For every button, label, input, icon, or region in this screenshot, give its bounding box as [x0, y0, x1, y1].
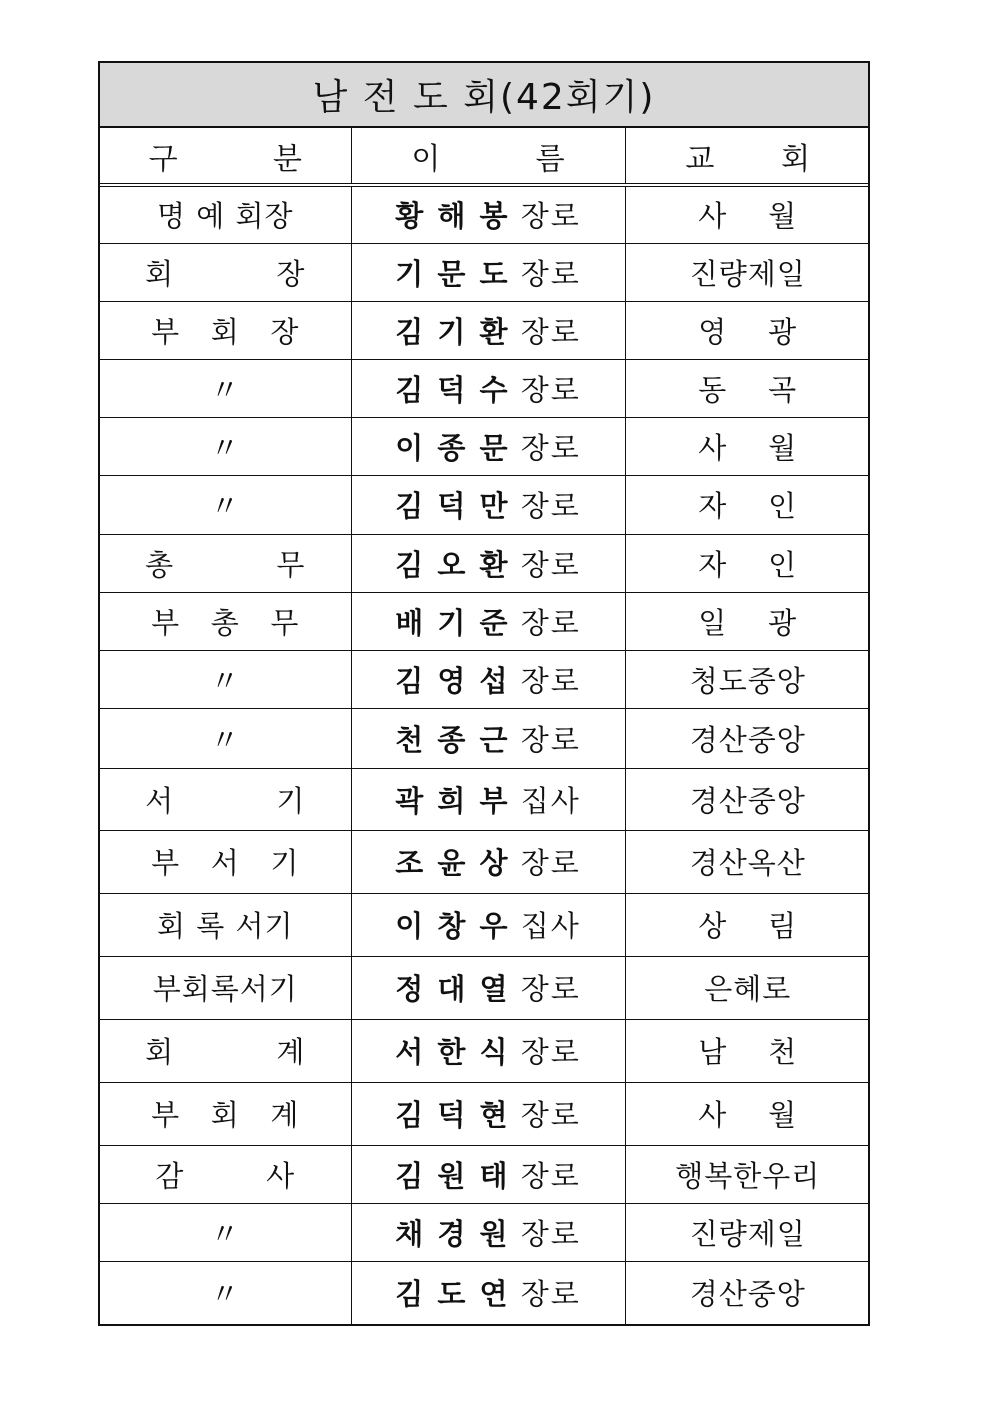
table-row [100, 534, 870, 592]
person-name: 김 덕 수 [395, 372, 510, 407]
table-row [100, 830, 870, 893]
table-row [100, 650, 870, 708]
person-name: 김 덕 현 [395, 1098, 510, 1132]
name-cell [351, 650, 625, 708]
role-cell: 〃 [100, 650, 351, 708]
person-name: 천 종 근 [395, 722, 510, 757]
name-cell [351, 1019, 625, 1082]
officer-table [100, 128, 870, 1324]
person-title: 장로 [509, 314, 581, 349]
name-cell [351, 768, 625, 830]
person-name: 채 경 원 [395, 1216, 510, 1251]
header-church: 교 회 [625, 128, 870, 185]
person-name: 황 해 봉 [395, 199, 510, 234]
table-row [100, 592, 870, 650]
name-cell [351, 243, 625, 301]
person-title: 장로 [509, 1277, 581, 1312]
person-title: 장로 [509, 1035, 581, 1069]
role-cell: 〃 [100, 708, 351, 768]
church-cell: 경산옥산 [625, 830, 870, 893]
person-name: 김 덕 만 [395, 489, 510, 523]
name-cell [351, 956, 625, 1019]
role-cell: 서 기 [100, 768, 351, 830]
table-row [100, 185, 870, 243]
person-name: 곽 희 부 [395, 783, 510, 818]
name-cell [351, 1082, 625, 1145]
table-row [100, 1082, 870, 1145]
person-title: 장로 [509, 547, 581, 582]
person-title: 장로 [509, 256, 581, 291]
person-name: 김 오 환 [395, 547, 510, 582]
roster-title: 남 전 도 회(42회기) [100, 63, 868, 128]
role-cell: 〃 [100, 359, 351, 417]
person-title: 장로 [509, 605, 581, 640]
person-name: 정 대 열 [395, 972, 510, 1006]
officer-roster-sheet [98, 61, 870, 1326]
person-name: 서 한 식 [395, 1035, 510, 1069]
church-cell: 은혜로 [625, 956, 870, 1019]
church-cell: 동 곡 [625, 359, 870, 417]
person-title: 장로 [509, 430, 581, 465]
person-name: 배 기 준 [395, 605, 510, 640]
name-cell [351, 893, 625, 956]
header-name: 이 름 [351, 128, 625, 185]
person-name: 김 도 연 [395, 1277, 510, 1312]
table-row [100, 768, 870, 830]
church-cell: 경산중앙 [625, 708, 870, 768]
church-cell: 남 천 [625, 1019, 870, 1082]
church-cell: 사 월 [625, 185, 870, 243]
person-title: 집사 [509, 783, 581, 818]
role-cell: 회 록 서기 [100, 893, 351, 956]
church-cell: 일 광 [625, 592, 870, 650]
table-row [100, 417, 870, 475]
role-cell: 부 회 장 [100, 301, 351, 359]
church-cell: 경산중앙 [625, 768, 870, 830]
person-name: 이 종 문 [395, 430, 510, 465]
person-title: 장로 [509, 972, 581, 1006]
table-row [100, 893, 870, 956]
person-title: 장로 [509, 1098, 581, 1132]
person-name: 이 창 우 [395, 909, 510, 943]
role-cell: 〃 [100, 1203, 351, 1261]
church-cell: 자 인 [625, 534, 870, 592]
name-cell [351, 359, 625, 417]
role-cell: 총 무 [100, 534, 351, 592]
table-row [100, 359, 870, 417]
church-cell: 자 인 [625, 475, 870, 534]
role-cell: 명 예 회장 [100, 185, 351, 243]
role-cell: 〃 [100, 1261, 351, 1324]
person-title: 장로 [509, 1158, 581, 1193]
name-cell [351, 185, 625, 243]
name-cell [351, 475, 625, 534]
table-row [100, 475, 870, 534]
person-name: 김 원 태 [395, 1158, 510, 1193]
name-cell [351, 417, 625, 475]
name-cell [351, 830, 625, 893]
person-title: 장로 [509, 372, 581, 407]
table-row [100, 1145, 870, 1203]
person-name: 김 영 섭 [395, 663, 510, 698]
church-cell: 청도중앙 [625, 650, 870, 708]
name-cell [351, 1203, 625, 1261]
person-title: 장로 [509, 199, 581, 234]
role-cell: 부 회 계 [100, 1082, 351, 1145]
name-cell [351, 592, 625, 650]
role-cell: 〃 [100, 417, 351, 475]
role-cell: 부 총 무 [100, 592, 351, 650]
role-cell: 회 계 [100, 1019, 351, 1082]
table-body [100, 185, 870, 1324]
table-row [100, 1203, 870, 1261]
name-cell [351, 708, 625, 768]
role-cell: 〃 [100, 475, 351, 534]
church-cell: 사 월 [625, 417, 870, 475]
table-row [100, 956, 870, 1019]
church-cell: 진량제일 [625, 1203, 870, 1261]
role-cell: 부회록서기 [100, 956, 351, 1019]
table-row [100, 301, 870, 359]
person-name: 조 윤 상 [395, 846, 510, 880]
church-cell: 경산중앙 [689, 1277, 806, 1312]
person-title: 장로 [509, 846, 581, 880]
table-row [100, 1261, 870, 1324]
name-cell [351, 301, 625, 359]
role-cell: 회 장 [100, 243, 351, 301]
church-cell: 사 월 [625, 1082, 870, 1145]
header-role: 구 분 [100, 128, 351, 185]
person-name: 김 기 환 [395, 314, 510, 349]
table-row [100, 1019, 870, 1082]
table-row [100, 243, 870, 301]
person-title: 집사 [509, 909, 581, 943]
person-title: 장로 [509, 722, 581, 757]
church-cell: 상 림 [625, 893, 870, 956]
role-cell: 부 서 기 [100, 830, 351, 893]
person-title: 장로 [509, 663, 581, 698]
name-cell [351, 1261, 625, 1324]
church-cell: 행복한우리 [625, 1145, 870, 1203]
person-title: 장로 [509, 1216, 581, 1251]
name-cell [351, 534, 625, 592]
person-name: 기 문 도 [395, 256, 510, 291]
person-title: 장로 [509, 489, 581, 523]
table-row [100, 708, 870, 768]
church-cell: 진량제일 [625, 243, 870, 301]
table-header-row [100, 128, 870, 185]
role-cell: 감 사 [100, 1145, 351, 1203]
church-cell: 영 광 [625, 301, 870, 359]
name-cell [351, 1145, 625, 1203]
